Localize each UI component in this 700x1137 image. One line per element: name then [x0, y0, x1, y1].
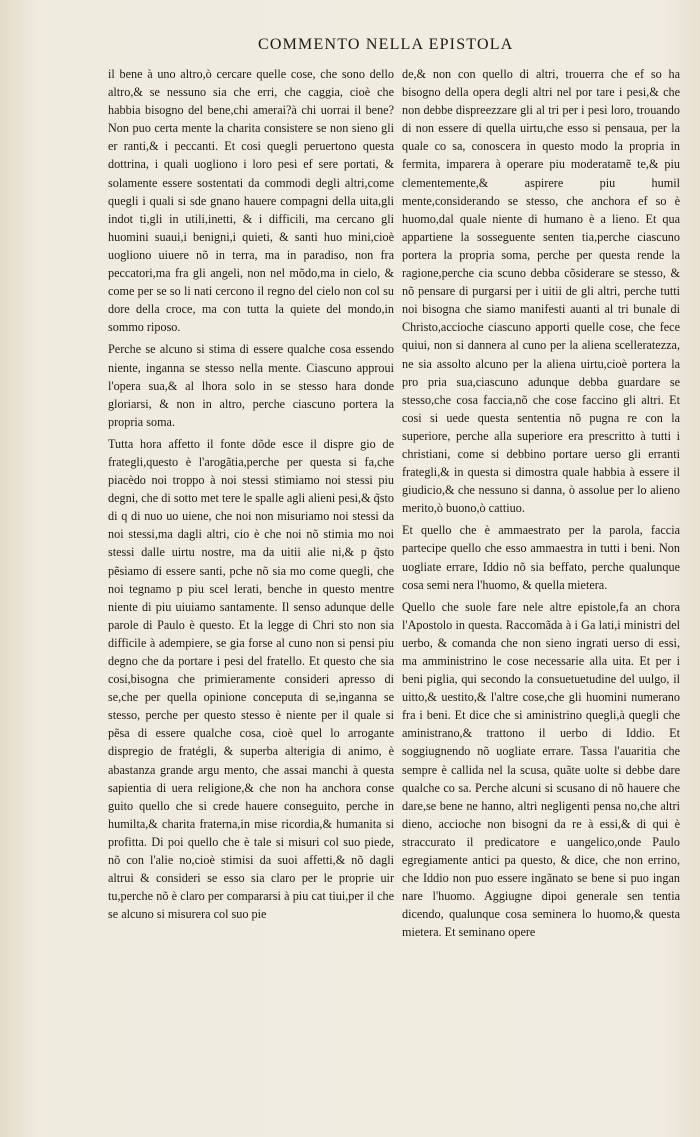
paragraph: Perche se alcuno si stima di essere qualche cosa essendo niente, inganna se stesso nella mente. Ciascuno approui l'opera sua,& al lhora solo in se stesso hara donde gloriarsi, & non in altro, perche ciascuno portera la propria soma.: [108, 342, 394, 429]
paragraph: Tutta hora affetto il fonte dõde esce il dispre gio de frategli,questo è l'arogãtia,perche per questa si fa,che piacèdo noi troppo à noi stessi stimiamo noi stessi piu degni, che di sotto met tere le spalle agli alieni pesi,& q̃sto di q di nuo uo uiene, che noi non misuriamo noi stessi da noi stessi,ma dagli altri, cio è che noi nõ stimia mo noi stessi dalle uirtu nostre, ma da uitii alie ni,& p q̃sto pẽsiamo di essere santi, pche nõ sia mo come quegli, che noi tegnamo p piu scel lerati, benche in questo mentre niente di piu uiuiamo santamente. Il senso adunque delle parole di Paulo è questo. Et la legge di Chri sto non sia difficile à adempiere, se gia forse al cuno non si pensi piu degno che da portare i pesi del fratello. Et questo che sia cosi,bisogna che primieramente consideri apresso di se,che per quella opinione conceputa di se,inganna se stesso, perche per questo stesso è niente per il quale si pẽsa di essere qualche cosa, cioè quel lo arrogante dispregio de fratégli, & superba alterigia di animo, è abastanza grande argu mento, che assai manchi à questa sapientia di uera religione,& che non ha anchora conse guito quello che si crede hauere conseguito, perche in humilta,& charita fraterna,in mise ricordia,& humanita si profitta. Di poi quello che è tale si misuri col suo piede, nõ con l'alie no,cioè stimisi da suoi affetti,& nõ dagli altrui & consideri se esso sia claro per le proprie uir tu,perche nõ è claro per compararsi à piu cat tiui,per il che se alcuno si misurera col suo pie: [108, 436, 394, 922]
paragraph: de,& non con quello di altri, trouerra che ef so ha bisogno della opera degli altri nel por tare i pesi,& che non debbe dispreezzare gli al tri per i pesi loro, trouando di non essere di quella uirtu,che esso si pensaua, per la quale co sa, conoscera in questo modo la propria in fermita, imparera à operare piu moderatamẽ te,& piu clementemente,& aspirere piu humil mente,considerando se stesso, che anchora ef so è huomo,dal quale niente di humano è a lieno. Et qua appartiene la sosseguente senten tia,perche ciascuno portera la propria soma, perche per questa rende la ragione,perche cia scuno debba cõsiderare se stesso, & nõ pensare di purgarsi per i uitii de gli altri, perche tutti noi bisogna che siamo manifesti auanti al tri bunale di Christo,accioche ciascuno apporti quelle cose, che fece quiui, non si dannera al cuno per la aliena scelleratezza, ne sia assolto alcuno per la aliena uirtu,cioè portera la pro pria sua,ciascuno adunque debba guardare se stesso,che cosa faccia,nõ che cose faccino gli altri. Et cosi si uede questa sententia nõ pugna re con la superiore, perche alla superiore era prescritto à tutti i christiani, come si debbino portare uerso gli erranti frategli,& in questa si dimostra quale habbia à essere il giudicio,& che nessuno si danna, ò assolue per lo alieno merito,ò buono,ò cattiuo.: [402, 67, 680, 516]
paragraph: il bene à uno altro,ò cercare quelle cose, che sono dello altro,& se nessuno sia che erri, che caggia, cioè che habbia bisogno del bene,chi amerai?à chi uorrai il bene? Non puo certa mente la charita consistere se non sieno gli er ranti,& i peccanti. Et cosi quegli peruertono questa dottrina, i quali uogliono i loro pesi ef sere portati, & solamente essere sostentati da commodi degli altri,come quegli i quali si sde gnano hauere compagni della uita,gli indot ti,gli in utili,inetti, & i difficili, ma cercano gli huomini suaui,i benigni,i quieti, & santi huo mini,cioè uogliono uiuere nõ in terra, ma in paradiso, non fra peccatori,ma fra gli angeli, non nel mõdo,ma in cielo, & come per se so li nati cercono il regno del cielo non col su dore della croce, ma con tutta la quiete del mondo,in sommo riposo.: [108, 67, 394, 335]
left-column: [108, 65, 394, 1125]
paragraph: Et quello che è ammaestrato per la parola, faccia partecipe quello che esso ammaestra in tutti i beni. Non uogliate errare, Iddio nõ sia beffato, perche qualunque cosa semi nera l'huomo, & quella mietera.: [402, 523, 680, 592]
running-head: COMMENTO NELLA EPISTOLA: [258, 36, 514, 53]
right-column: [402, 65, 680, 1125]
paragraph: Quello che suole fare nele altre epistole,fa an chora l'Apostolo in questa. Raccomãda à i Ga lati,i ministri del uerbo, & comanda che non sieno ingrati uerso di essi, ma amministrino le cose necessarie alla uita. Et per i beni piglia, qui secondo la consuetuetudine del uulgo, il uitto,& uestito,& l'altre cose,che gli huomini numerano fra i beni. Et dice che si aministrino quegli,à quegli che aministrano,& trattono il uerbo di Iddio. Et soggiugnendo nõ uogliate errare. Tassa l'auaritia che sempre è callida nel la scusa, quãte uolte si debbe dare qualche co sa. Perche alcuni si scusano di nõ hauere che dare,se bene ne hanno, altri negligenti pensa no,che altri dieno, accioche non bisogni da re à essi,& di qui è straccurato il predicatore e uangelico,onde Paulo egregiamente antici pa questo, & dice, che non errino, che Iddio non puo essere ingãnato se bene si puo ingan nare l'huomo. Aggiugne dipoi generale sen tentia dicendo, qualunque cosa seminera lo huomo,& questa mietera. Et seminano opere: [402, 599, 680, 940]
